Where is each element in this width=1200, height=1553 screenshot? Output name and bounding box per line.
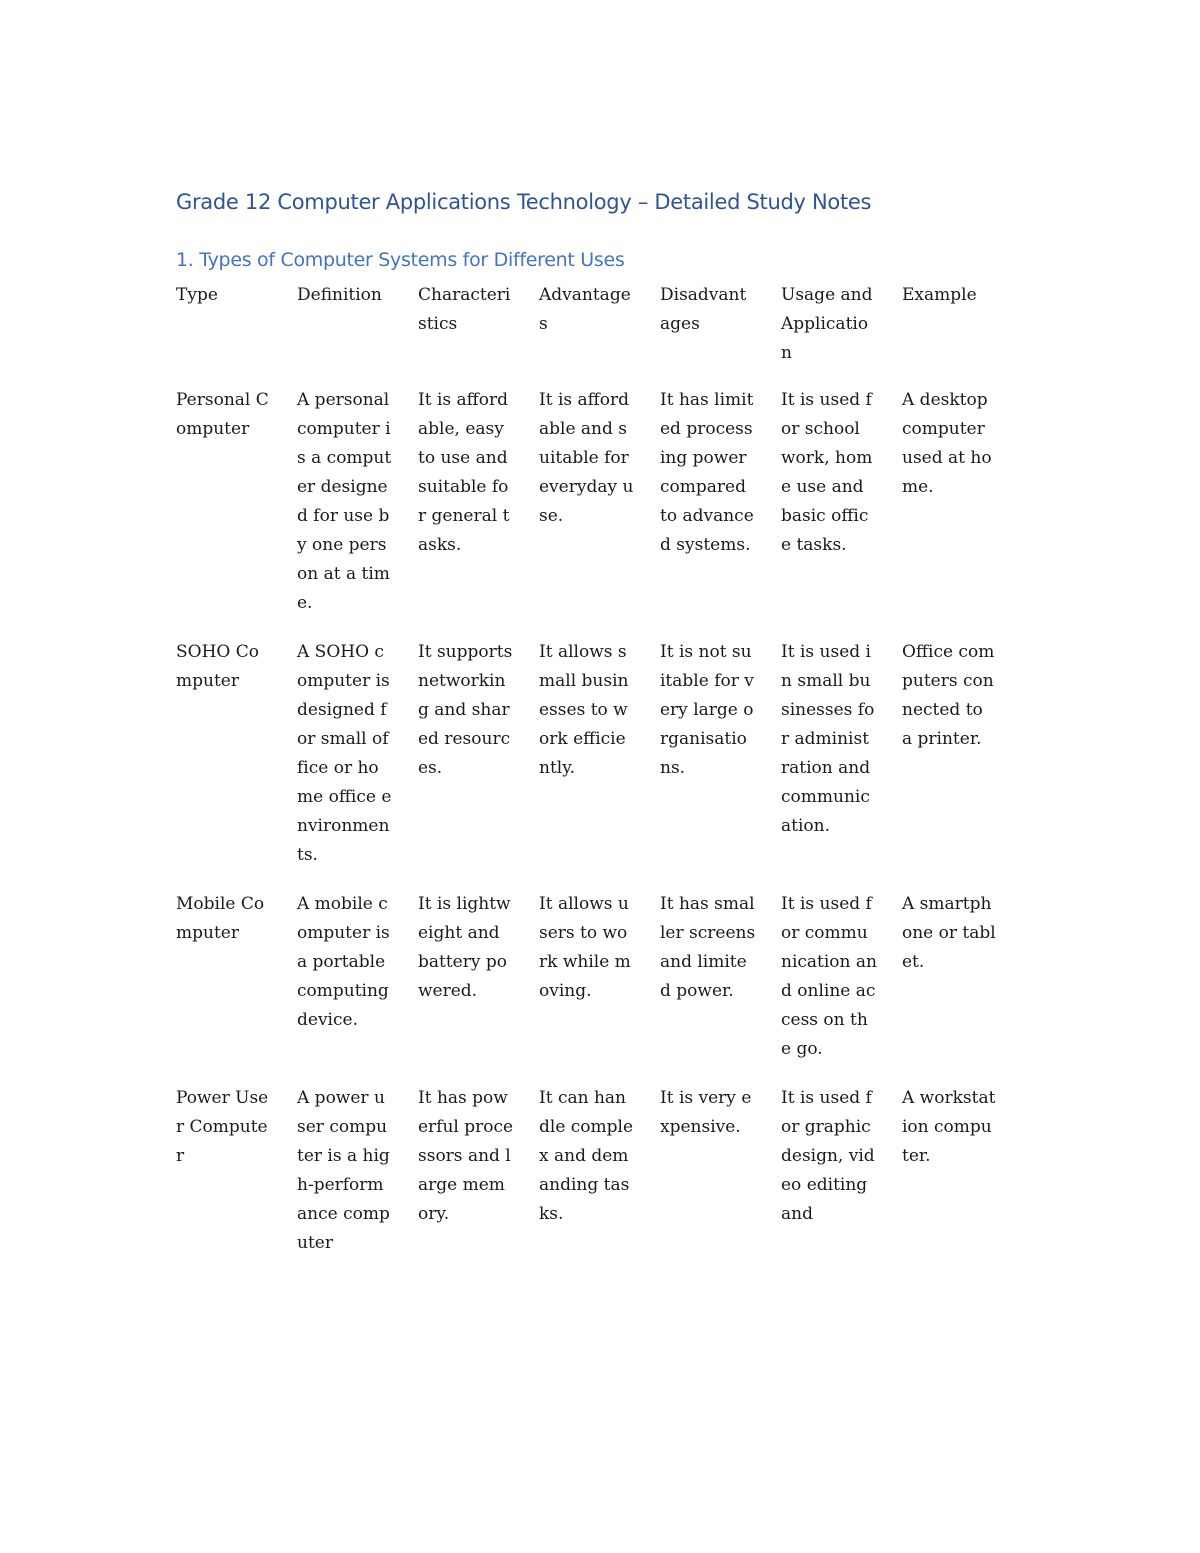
column-header-usage: Usage and Application (781, 285, 873, 363)
table-cell-type: SOHO Computer (176, 642, 259, 691)
column-header-advantages: Advantages (539, 285, 631, 334)
column-header-example: Example (902, 285, 977, 305)
table-cell-disadvantages: It has limited processing power compared to advanced systems. (660, 390, 754, 555)
table-cell-usage: It is used in small businesses for administration and communication. (781, 642, 875, 836)
column-header-type: Type (176, 285, 218, 305)
table-cell-type: Power User Computer (176, 1088, 269, 1166)
section-heading: 1. Types of Computer Systems for Different Uses (176, 249, 625, 271)
table-cell-definition: A personal computer is a computer designed for use by one person at a time. (297, 390, 392, 613)
table-cell-usage: It is used for school work, home use and basic office tasks. (781, 390, 873, 555)
table-header-row (176, 281, 1023, 386)
column-header-disadvantages: Disadvantages (660, 285, 747, 334)
table-cell-characteristics: It is lightweight and battery powered. (418, 894, 511, 1001)
table-cell-characteristics: It has powerful processors and large memory. (418, 1088, 514, 1224)
table-cell-definition: A SOHO computer is designed for small office or home office environments. (297, 642, 392, 865)
table-row (176, 1084, 1023, 1278)
table-cell-advantages: It can handle complex and demanding tasks. (539, 1088, 634, 1224)
table-cell-example: Office computers connected to a printer. (902, 642, 995, 749)
table-row (176, 890, 1023, 1084)
table-cell-example: A workstation computer. (902, 1088, 996, 1166)
table-cell-advantages: It allows small businesses to work efficiently. (539, 642, 629, 778)
table-cell-usage: It is used for graphic design, video editing and (781, 1088, 875, 1224)
table-cell-disadvantages: It is not suitable for very large organisations. (660, 642, 754, 778)
table-cell-characteristics: It supports networking and shared resources. (418, 642, 513, 778)
table-cell-definition: A power user computer is a high-performance computer (297, 1088, 390, 1253)
document-title: Grade 12 Computer Applications Technology – Detailed Study Notes (176, 190, 872, 214)
table-cell-advantages: It allows users to work while moving. (539, 894, 631, 1001)
table-cell-type: Personal Computer (176, 390, 269, 439)
table-cell-example: A smartphone or tablet. (902, 894, 996, 972)
table-cell-disadvantages: It is very expensive. (660, 1088, 752, 1137)
table-cell-usage: It is used for communication and online access on the go. (781, 894, 877, 1059)
table-row (176, 638, 1023, 890)
table-cell-definition: A mobile computer is a portable computing device. (297, 894, 390, 1030)
computer-types-table (176, 281, 1023, 1278)
table-cell-characteristics: It is affordable, easy to use and suitable for general tasks. (418, 390, 510, 555)
table-cell-example: A desktop computer used at home. (902, 390, 992, 497)
column-header-definition: Definition (297, 285, 382, 305)
table-cell-advantages: It is affordable and suitable for everyday use. (539, 390, 634, 526)
table-row (176, 386, 1023, 638)
table-cell-disadvantages: It has smaller screens and limited power. (660, 894, 756, 1001)
table-cell-type: Mobile Computer (176, 894, 265, 943)
column-header-characteristics: Characteristics (418, 285, 511, 334)
